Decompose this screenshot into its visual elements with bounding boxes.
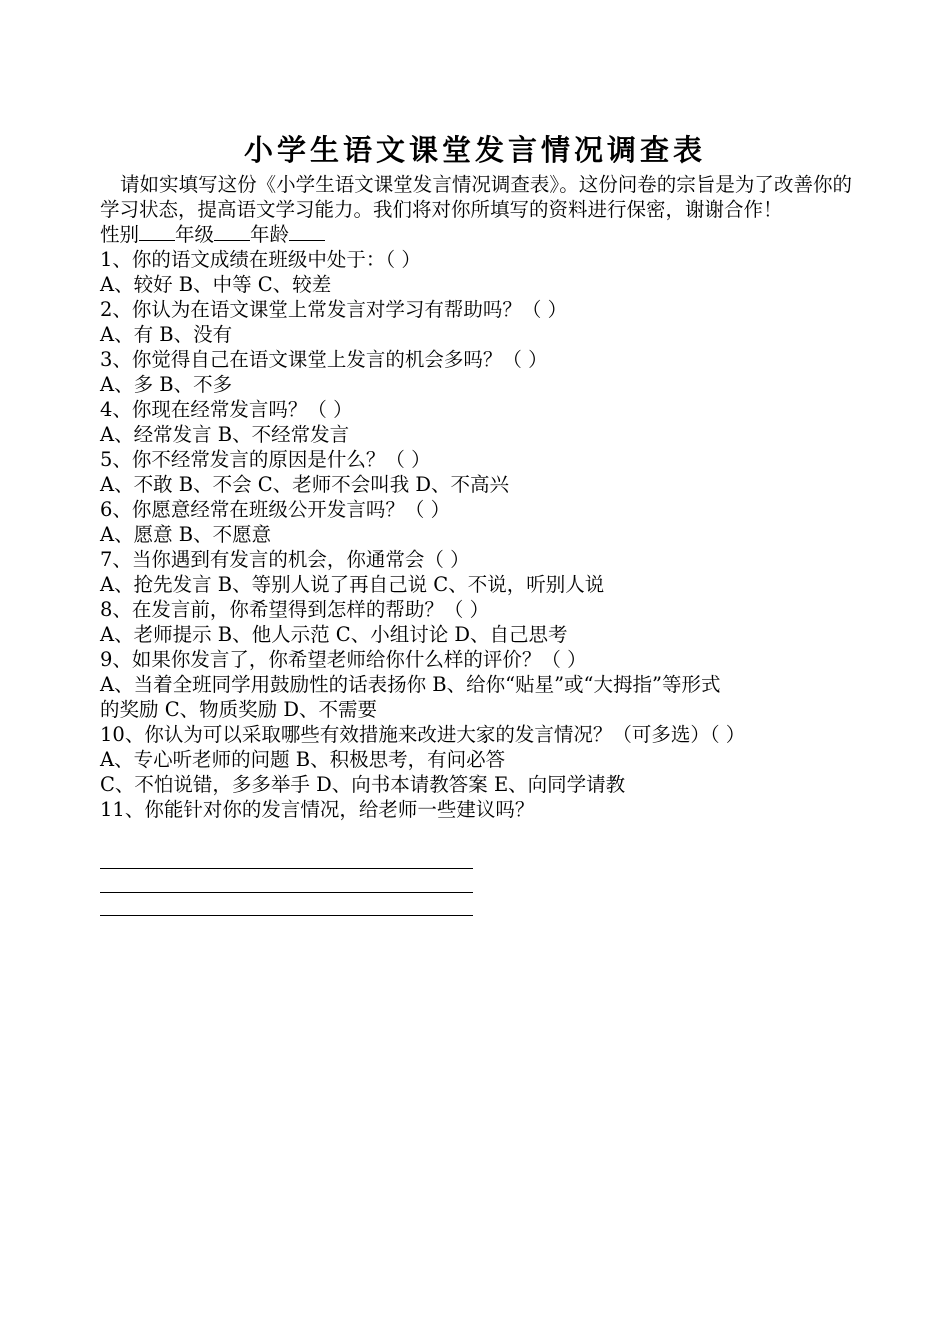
question-1-options: A、较好 B、中等 C、较差 bbox=[100, 273, 332, 296]
question-10-options: A、专心听老师的问题 B、积极思考，有问必答 bbox=[100, 748, 506, 771]
question-7: 7、当你遇到有发言的机会，你通常会（ ） bbox=[100, 548, 470, 571]
question-2-options: A、有 B、没有 bbox=[100, 323, 233, 346]
answer-line[interactable] bbox=[100, 892, 473, 893]
intro-paragraph: 请如实填写这份《小学生语文课堂发言情况调查表》。这份问卷的宗旨是为了改善你的学习状态，提高语文学习能力。我们将对你所填写的资料进行保密，谢谢合作！ bbox=[100, 173, 852, 221]
personal-info-line bbox=[100, 222, 852, 247]
grade-blank[interactable] bbox=[214, 222, 250, 241]
question-8-options: A、老师提示 B、他人示范 C、小组讨论 D、自己思考 bbox=[100, 623, 568, 646]
question-9-options: A、当着全班同学用鼓励性的话表扬你 B、给你“贴星”或“大拇指”等形式 bbox=[100, 673, 721, 696]
age-label: 年龄 bbox=[250, 223, 290, 246]
question-8: 8、在发言前，你希望得到怎样的帮助？（ ） bbox=[100, 598, 490, 621]
question-2: 2、你认为在语文课堂上常发言对学习有帮助吗？（ ） bbox=[100, 298, 568, 321]
gender-label: 性别 bbox=[100, 223, 140, 246]
question-4: 4、你现在经常发言吗？（ ） bbox=[100, 398, 353, 421]
question-10: 10、你认为可以采取哪些有效措施来改进大家的发言情况？（可多选）（ ） bbox=[100, 723, 746, 746]
survey-content bbox=[100, 172, 852, 822]
grade-label: 年级 bbox=[175, 223, 215, 246]
question-9: 9、如果你发言了，你希望老师给你什么样的评价？（ ） bbox=[100, 648, 587, 671]
question-6: 6、你愿意经常在班级公开发言吗？（ ） bbox=[100, 498, 451, 521]
question-11: 11、你能针对你的发言情况，给老师一些建议吗？ bbox=[100, 798, 535, 821]
question-7-options: A、抢先发言 B、等别人说了再自己说 C、不说，听别人说 bbox=[100, 573, 605, 596]
question-9-options-continued: 的奖励 C、物质奖励 D、不需要 bbox=[100, 698, 377, 721]
question-5-options: A、不敢 B、不会 C、老师不会叫我 D、不高兴 bbox=[100, 473, 510, 496]
age-blank[interactable] bbox=[289, 222, 325, 241]
question-4-options: A、经常发言 B、不经常发言 bbox=[100, 423, 350, 446]
question-3-options: A、多 B、不多 bbox=[100, 373, 233, 396]
question-5: 5、你不经常发言的原因是什么？（ ） bbox=[100, 448, 431, 471]
question-10-options-continued: C、不怕说错，多多举手 D、向书本请教答案 E、向同学请教 bbox=[100, 773, 626, 796]
question-1: 1、你的语文成绩在班级中处于：（ ） bbox=[100, 248, 421, 271]
page-title: 小学生语文课堂发言情况调查表 bbox=[243, 133, 706, 167]
gender-blank[interactable] bbox=[139, 222, 175, 241]
question-3: 3、你觉得自己在语文课堂上发言的机会多吗？（ ） bbox=[100, 348, 548, 371]
question-6-options: A、愿意 B、不愿意 bbox=[100, 523, 272, 546]
answer-line[interactable] bbox=[100, 868, 473, 869]
answer-line[interactable] bbox=[100, 915, 473, 916]
